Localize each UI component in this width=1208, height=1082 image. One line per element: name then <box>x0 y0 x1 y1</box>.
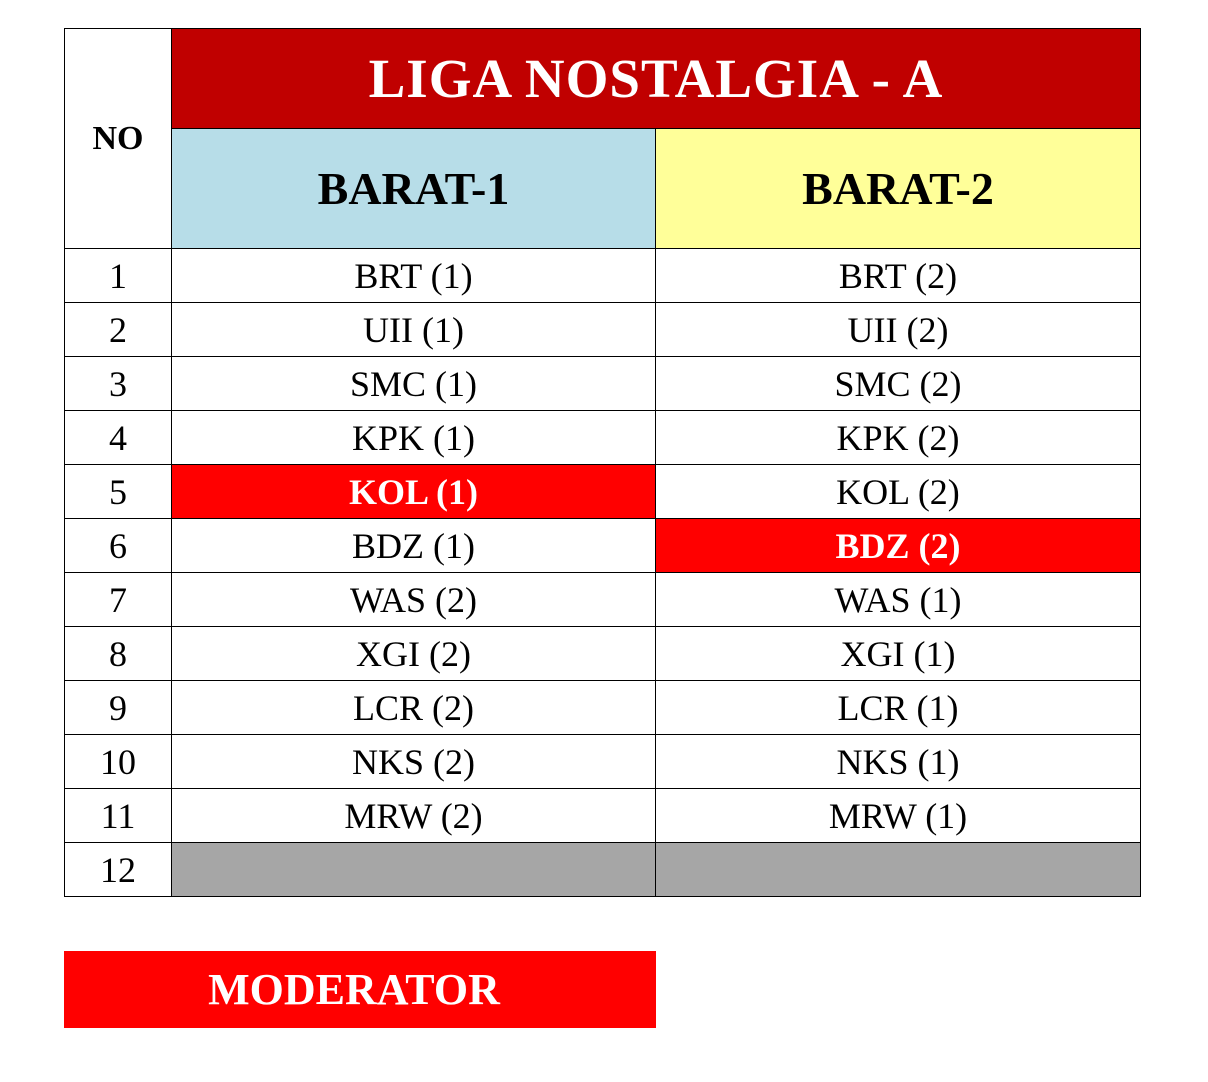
table-row <box>65 573 1141 627</box>
row-number: 10 <box>65 735 172 789</box>
moderator-banner: MODERATOR <box>64 951 656 1028</box>
barat-1-team: WAS (2) <box>172 573 656 627</box>
barat-1-team: LCR (2) <box>172 681 656 735</box>
barat-2-team: KOL (2) <box>656 465 1141 519</box>
barat-2-team: XGI (1) <box>656 627 1141 681</box>
table-row <box>65 357 1141 411</box>
row-number: 6 <box>65 519 172 573</box>
table-row <box>65 681 1141 735</box>
table-row <box>65 843 1141 897</box>
row-number: 12 <box>65 843 172 897</box>
row-number: 5 <box>65 465 172 519</box>
barat-2-team: LCR (1) <box>656 681 1141 735</box>
barat-1-team: UII (1) <box>172 303 656 357</box>
barat-2-team: KPK (2) <box>656 411 1141 465</box>
barat-1-team: BRT (1) <box>172 249 656 303</box>
barat-2-team: MRW (1) <box>656 789 1141 843</box>
table-row <box>65 249 1141 303</box>
league-table <box>64 28 1141 897</box>
barat-2-team-highlighted: BDZ (2) <box>656 519 1141 573</box>
table-row <box>65 411 1141 465</box>
row-number: 2 <box>65 303 172 357</box>
barat-1-team-highlighted: KOL (1) <box>172 465 656 519</box>
group-header-barat-2: BARAT-2 <box>656 129 1141 249</box>
row-number: 7 <box>65 573 172 627</box>
barat-2-team: WAS (1) <box>656 573 1141 627</box>
barat-1-empty-slot <box>172 843 656 897</box>
barat-1-team: XGI (2) <box>172 627 656 681</box>
table-row <box>65 789 1141 843</box>
table-row <box>65 627 1141 681</box>
league-title: LIGA NOSTALGIA - A <box>172 29 1141 129</box>
barat-1-team: KPK (1) <box>172 411 656 465</box>
barat-1-team: NKS (2) <box>172 735 656 789</box>
row-number: 8 <box>65 627 172 681</box>
row-number: 1 <box>65 249 172 303</box>
barat-2-team: UII (2) <box>656 303 1141 357</box>
row-number: 3 <box>65 357 172 411</box>
barat-2-empty-slot <box>656 843 1141 897</box>
barat-2-team: BRT (2) <box>656 249 1141 303</box>
row-number: 4 <box>65 411 172 465</box>
table-row <box>65 735 1141 789</box>
barat-1-team: SMC (1) <box>172 357 656 411</box>
group-header-barat-1: BARAT-1 <box>172 129 656 249</box>
no-column-header: NO <box>65 29 172 249</box>
barat-2-team: NKS (1) <box>656 735 1141 789</box>
row-number: 11 <box>65 789 172 843</box>
table-row <box>65 519 1141 573</box>
barat-2-team: SMC (2) <box>656 357 1141 411</box>
table-row <box>65 303 1141 357</box>
barat-1-team: BDZ (1) <box>172 519 656 573</box>
row-number: 9 <box>65 681 172 735</box>
barat-1-team: MRW (2) <box>172 789 656 843</box>
table-row <box>65 465 1141 519</box>
